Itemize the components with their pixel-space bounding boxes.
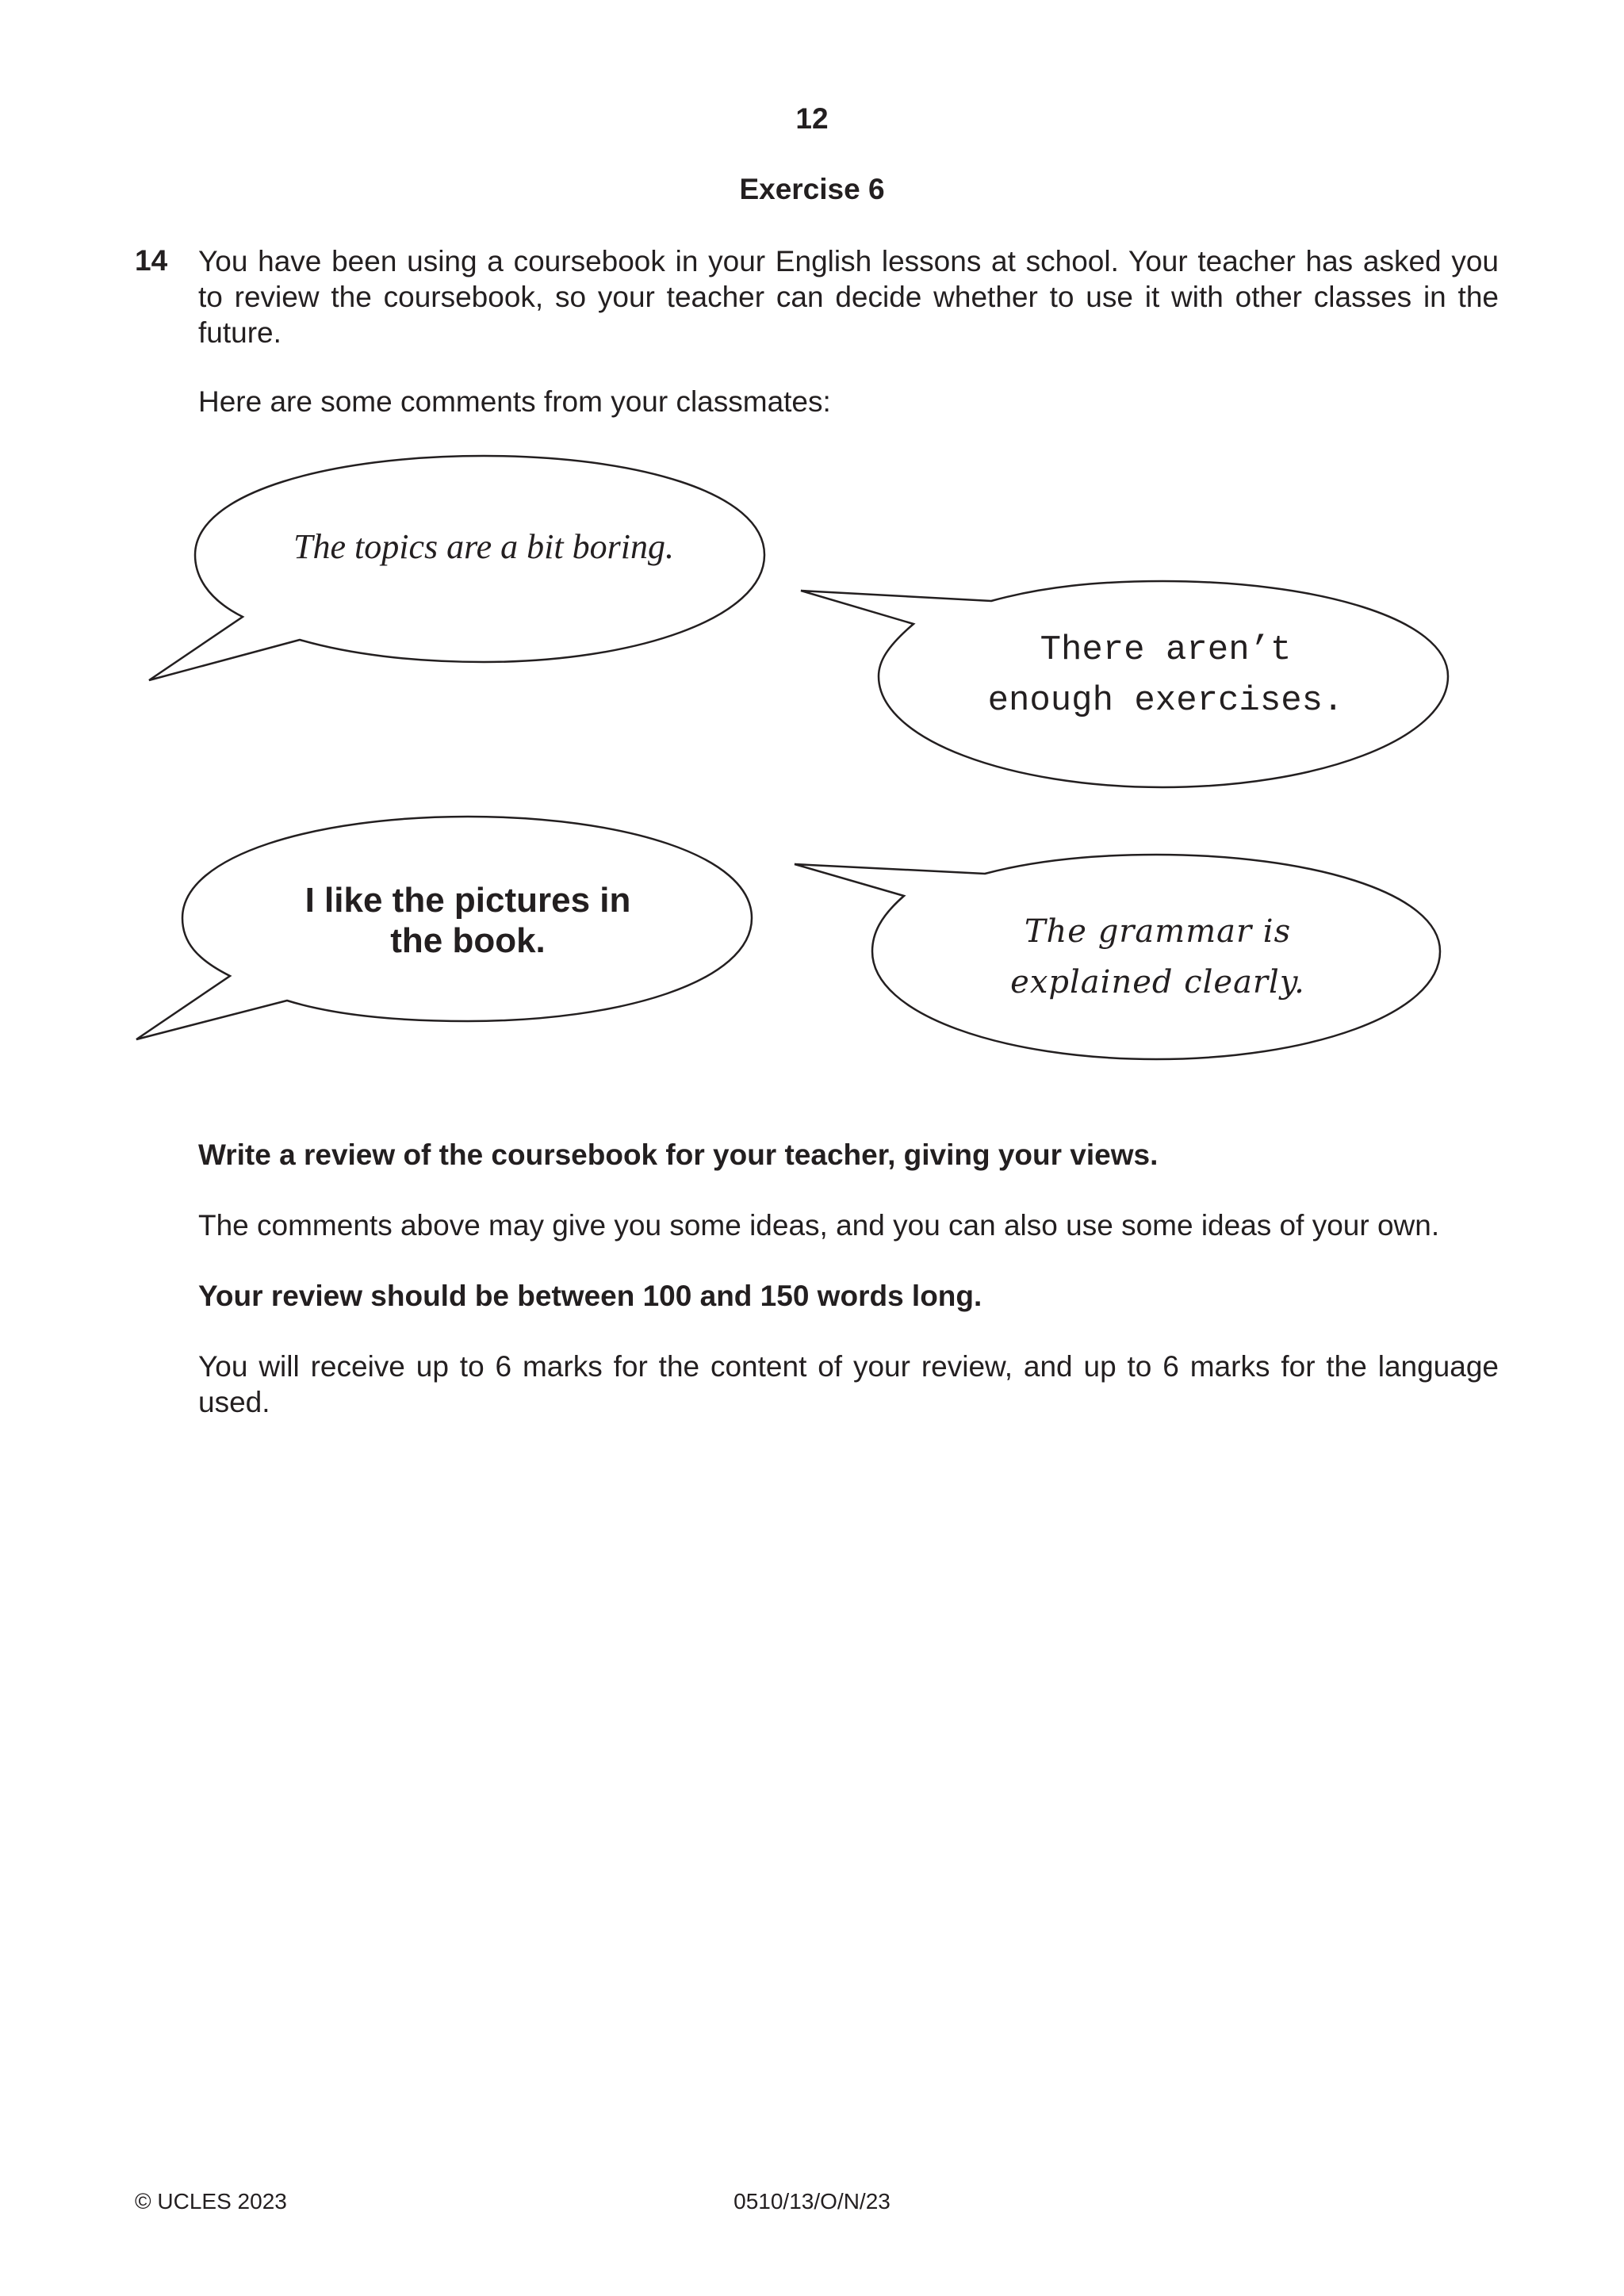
page-number: 12 — [795, 102, 829, 135]
ideas-instruction: The comments above may give you some ideas, and you can also use some ideas of your own. — [198, 1209, 1440, 1242]
comment-text-4 — [872, 906, 1443, 1008]
comment-line: enough exercises. — [987, 681, 1344, 721]
speech-bubble-1 — [149, 456, 764, 680]
question-number: 14 — [135, 244, 168, 277]
comment-line: the book. — [390, 921, 546, 960]
marks-instruction: You will receive up to 6 marks for the content of your review, and up to 6 marks for the language used. — [198, 1350, 1499, 1418]
task-instruction: Write a review of the coursebook for your teacher, giving your views. — [198, 1138, 1159, 1171]
comment-text-3 — [182, 880, 753, 961]
comment-line: There aren’t — [1040, 630, 1292, 670]
question-intro: You have been using a coursebook in your English lessons at school. Your teacher has asked you to review the coursebook, so your teacher can decide whether to use it with other classes in the future. — [198, 245, 1499, 349]
comment-line: The grammar is — [1024, 913, 1292, 950]
copyright: © UCLES 2023 — [135, 2189, 287, 2214]
paper-code: 0510/13/O/N/23 — [733, 2189, 891, 2214]
exercise-title: Exercise 6 — [739, 173, 885, 205]
comment-text-2 — [880, 625, 1451, 726]
comment-line: explained clearly. — [1010, 964, 1305, 1001]
comment-line: I like the pictures in — [304, 881, 631, 920]
comments-intro: Here are some comments from your classmates: — [198, 385, 831, 418]
length-instruction: Your review should be between 100 and 150 words long. — [198, 1280, 982, 1312]
comment-text-1: The topics are a bit boring. — [293, 527, 674, 566]
